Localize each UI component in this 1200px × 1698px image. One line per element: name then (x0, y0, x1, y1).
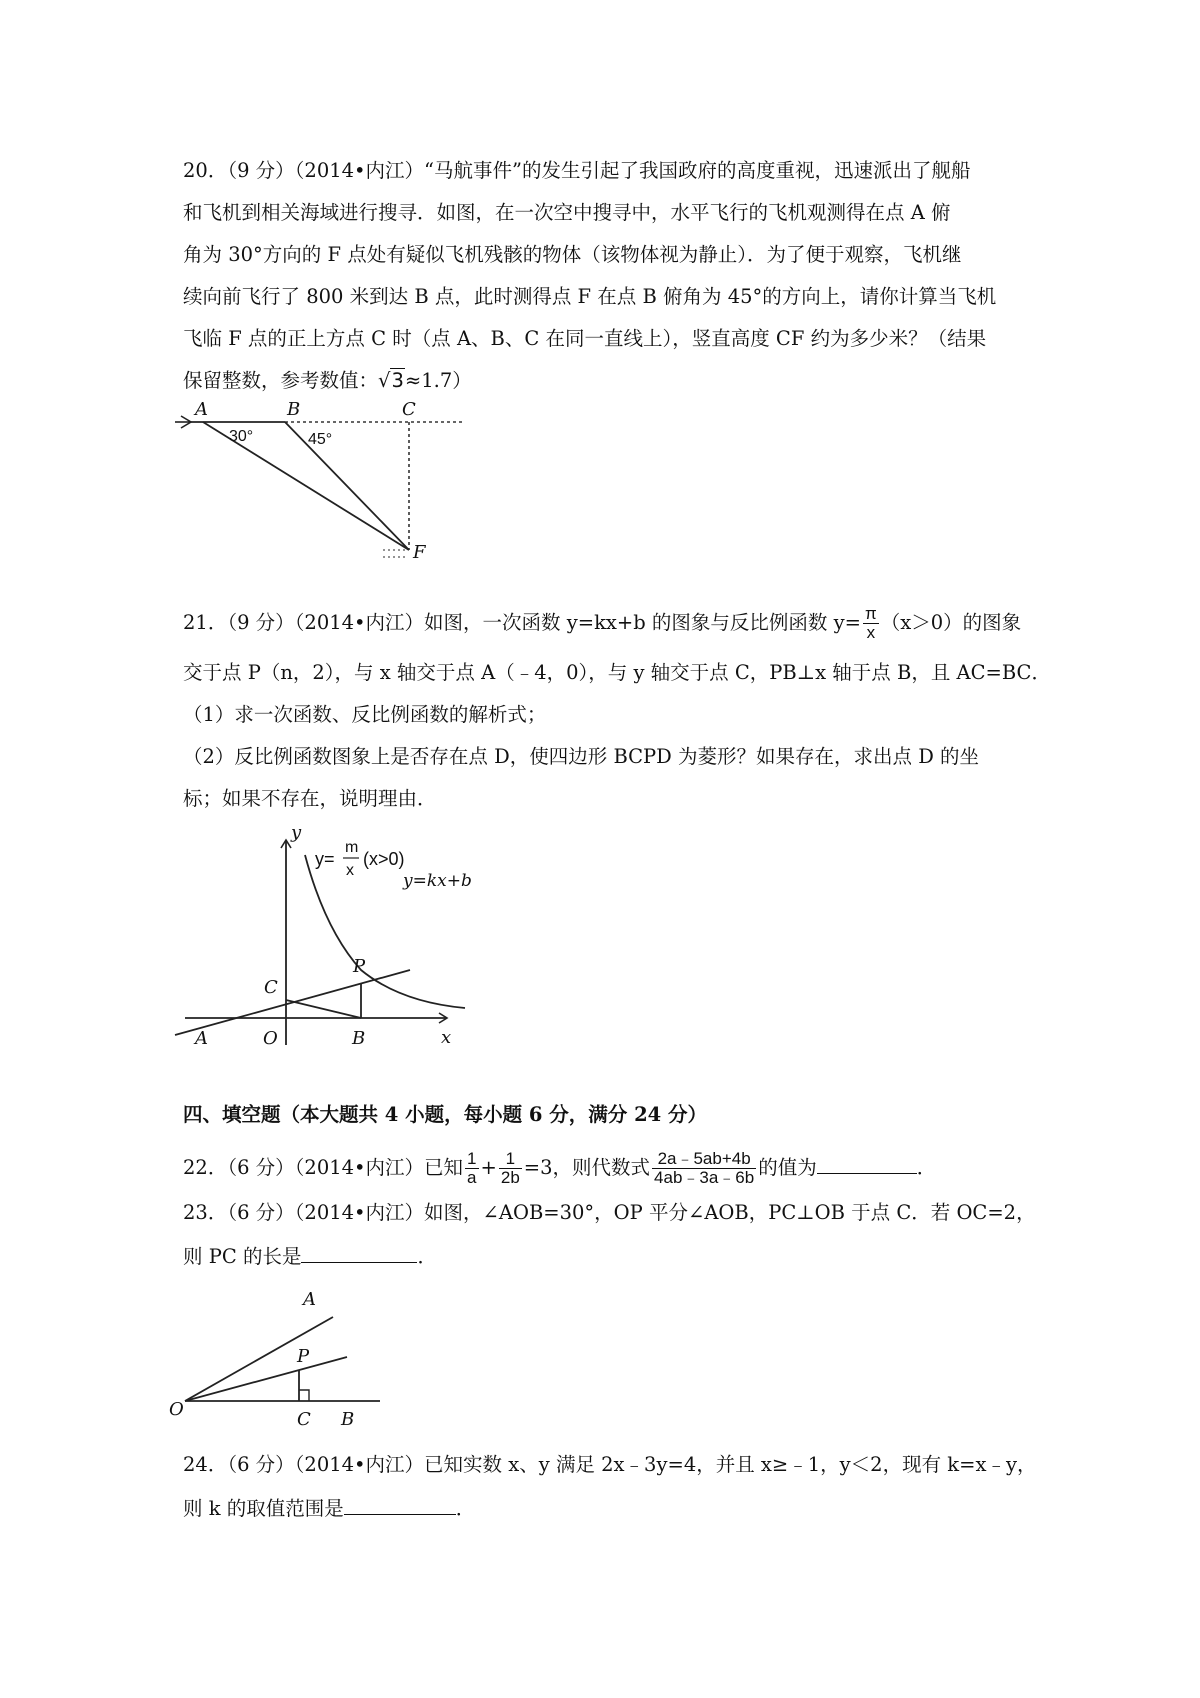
ray-oa (185, 1317, 333, 1401)
right-angle-mark (299, 1390, 309, 1401)
label-b: B (352, 1028, 366, 1049)
label-x-axis: x (441, 1027, 452, 1048)
q20-line-6 (183, 368, 472, 394)
q24-end: ． (455, 1497, 476, 1520)
label-p: P (353, 956, 366, 977)
label-y-axis: y (291, 822, 302, 843)
q22-prefix: 22．（6 分）（2014•内江）已知 (183, 1155, 464, 1179)
frac-den: 2b (500, 1167, 520, 1187)
line-kx-b (175, 970, 410, 1035)
q20-line-4: 续向前飞行了 800 米到达 B 点，此时测得点 F 在点 B 俯角为 45°的方向上，请你计算当飞机 (183, 285, 997, 308)
fraction-expression (652, 1150, 756, 1187)
q20-line-2: 和飞机到相关海域进行搜寻．如图，在一次空中搜寻中，水平飞行的飞机观测得在点 A 俯 (183, 201, 951, 224)
label-a: A (195, 1028, 208, 1049)
frac-den: 4ab﹣3a﹣6b (654, 1167, 755, 1187)
curve-num: m (345, 839, 359, 856)
q21-line-2: 交于点 P（n，2），与 x 轴交于点 A（﹣4，0），与 y 轴交于点 C，PB⊥x 轴于点 B，且 AC=BC． (183, 661, 1051, 684)
segment-cb (286, 1000, 361, 1018)
q23-end: ． (417, 1245, 437, 1268)
label-b: B (287, 399, 301, 420)
label-o: O (169, 1399, 184, 1420)
q20-last-prefix: 保留整数，参考数值： (183, 369, 379, 392)
label-f: F (413, 542, 426, 563)
label-c: C (402, 399, 416, 420)
q24-line-2 (183, 1494, 475, 1522)
label-c: C (264, 977, 278, 998)
plus-sign: + (480, 1155, 497, 1179)
fraction-1-over-2b (499, 1150, 522, 1187)
sqrt-symbol: √3 (378, 369, 404, 392)
frac-num: 2a﹣5ab+4b (652, 1150, 756, 1169)
curve-den: x (346, 862, 354, 879)
q22-eq: =3，则代数式 (523, 1155, 651, 1179)
q20-line-1: 20．（9 分）（2014•内江）“马航事件”的发生引起了我国政府的高度重视，迅速派出了舰船 (183, 159, 971, 182)
answer-blank[interactable] (301, 1242, 417, 1263)
label-b: B (341, 1409, 355, 1430)
q23-l2-prefix: 则 PC 的长是 (183, 1245, 302, 1268)
line-label: y=kx+b (403, 871, 472, 891)
q23-figure (169, 1285, 395, 1430)
frac-den: a (467, 1167, 477, 1187)
angle-45: 45° (308, 431, 333, 448)
fraction-1-over-a (465, 1150, 478, 1187)
q24-l2-prefix: 则 k 的取值范围是 (183, 1497, 344, 1520)
sqrt-radicand: 3 (391, 369, 404, 392)
q21-figure (175, 822, 505, 1055)
q20-line-3: 角为 30°方向的 F 点处有疑似飞机残骸的物体（该物体视为静止）．为了便于观察，飞机继 (183, 243, 962, 266)
q21-line-1 (183, 605, 1021, 642)
line-bf (285, 422, 409, 550)
curve-domain: (x>0) (363, 849, 405, 869)
label-a: A (303, 1289, 316, 1310)
q23-line-2 (183, 1242, 437, 1270)
q20-last-suffix: ≈1.7） (404, 369, 472, 392)
label-c: C (297, 1409, 311, 1430)
q21-line-5: 标；如果不存在，说明理由． (183, 787, 437, 810)
angle-30: 30° (229, 428, 254, 445)
q21-line-4: （2）反比例函数图象上是否存在点 D，使四边形 BCPD 为菱形？如果存在，求出点 D 的坐 (183, 745, 980, 768)
answer-blank[interactable] (344, 1494, 456, 1515)
q20-line-5: 飞临 F 点的正上方点 C 时（点 A、B、C 在同一直线上），竖直高度 CF 约为多少米？（结果 (183, 327, 987, 350)
frac-num: 1 (467, 1149, 477, 1168)
fraction-pi-over-x (863, 605, 879, 642)
q24-line-1: 24．（6 分）（2014•内江）已知实数 x、y 满足 2x﹣3y=4，并且 x≥﹣1，y＜2，现有 k=x﹣y， (183, 1453, 1037, 1476)
curve-y-eq: y= (315, 849, 335, 869)
q23-line-1: 23．（6 分）（2014•内江）如图，∠AOB=30°，OP 平分∠AOB，PC⊥OB 于点 C．若 OC=2， (183, 1201, 1036, 1224)
label-p: P (297, 1346, 310, 1367)
label-o: O (263, 1028, 278, 1049)
label-a: A (195, 399, 208, 420)
answer-blank[interactable] (817, 1153, 917, 1174)
q21-line-3: （1）求一次函数、反比例函数的解析式； (183, 703, 547, 726)
ray-op (185, 1357, 347, 1401)
frac-num: 1 (499, 1150, 522, 1169)
q22-suffix: 的值为 (758, 1155, 817, 1179)
q20-figure (175, 400, 475, 570)
q21-l1-suffix: （x＞0）的图象 (880, 610, 1022, 634)
q22-line (183, 1150, 936, 1187)
frac-num: π (865, 604, 877, 623)
section-4-heading: 四、填空题（本大题共 4 小题，每小题 6 分，满分 24 分） (183, 1103, 708, 1126)
q21-l1-prefix: 21．（9 分）（2014•内江）如图，一次函数 y=kx+b 的图象与反比例函数 y= (183, 610, 861, 634)
q22-end: ． (916, 1155, 937, 1179)
frac-den: x (866, 622, 876, 642)
